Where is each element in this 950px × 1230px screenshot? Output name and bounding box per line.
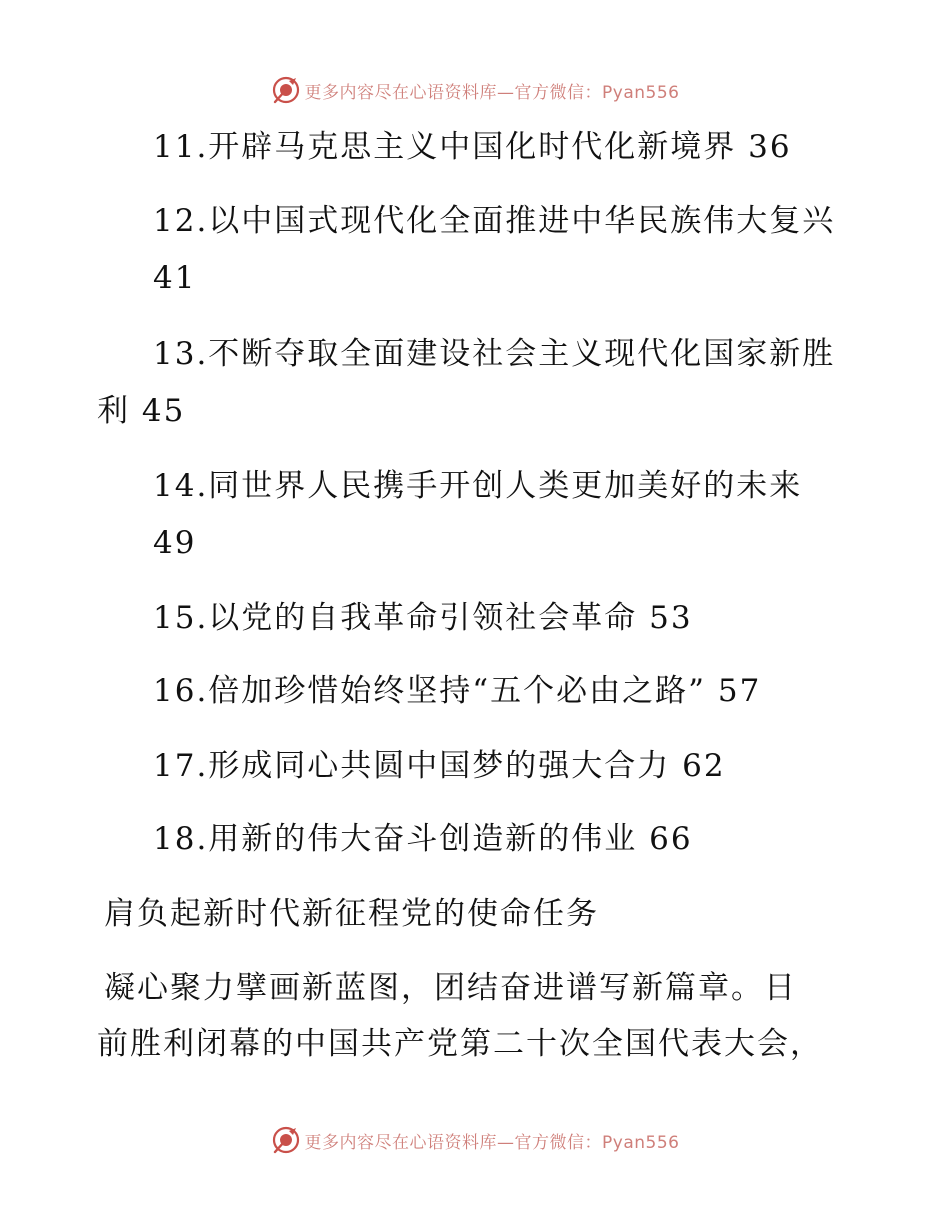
footer-watermark xyxy=(0,1122,950,1158)
toc-entry-16: 16.倍加珍惜始终坚持“五个必由之路” 57 xyxy=(153,673,762,709)
toc-entry-13-continuation: 利 45 xyxy=(97,393,186,429)
pen-logo-icon xyxy=(271,1125,301,1155)
toc-entry-14: 14.同世界人民携手开创人类更加美好的未来 xyxy=(153,468,803,504)
watermark-text: 更多内容尽在心语资料库—官方微信：Pyan556 xyxy=(304,1132,680,1153)
toc-entry-13: 13.不断夺取全面建设社会主义现代化国家新胜 xyxy=(153,336,836,372)
header-watermark xyxy=(0,72,950,108)
watermark-text: 更多内容尽在心语资料库—官方微信：Pyan556 xyxy=(304,82,680,103)
toc-entry-15: 15.以党的自我革命引领社会革命 53 xyxy=(153,600,693,636)
toc-entry-17: 17.形成同心共圆中国梦的强大合力 62 xyxy=(153,748,726,784)
toc-entry-12-page: 41 xyxy=(153,260,197,296)
toc-entry-18: 18.用新的伟大奋斗创造新的伟业 66 xyxy=(153,821,693,857)
body-paragraph-line-1: 凝心聚力擘画新蓝图，团结奋进谱写新篇章。日 xyxy=(104,970,797,1006)
section-heading: 肩负起新时代新征程党的使命任务 xyxy=(104,896,599,932)
body-paragraph-line-2: 前胜利闭幕的中国共产党第二十次全国代表大会， xyxy=(97,1026,823,1062)
toc-entry-11: 11.开辟马克思主义中国化时代化新境界 36 xyxy=(153,129,792,165)
pen-logo-icon xyxy=(271,75,301,105)
toc-entry-14-page: 49 xyxy=(153,525,197,561)
toc-entry-12: 12.以中国式现代化全面推进中华民族伟大复兴 xyxy=(153,203,836,239)
